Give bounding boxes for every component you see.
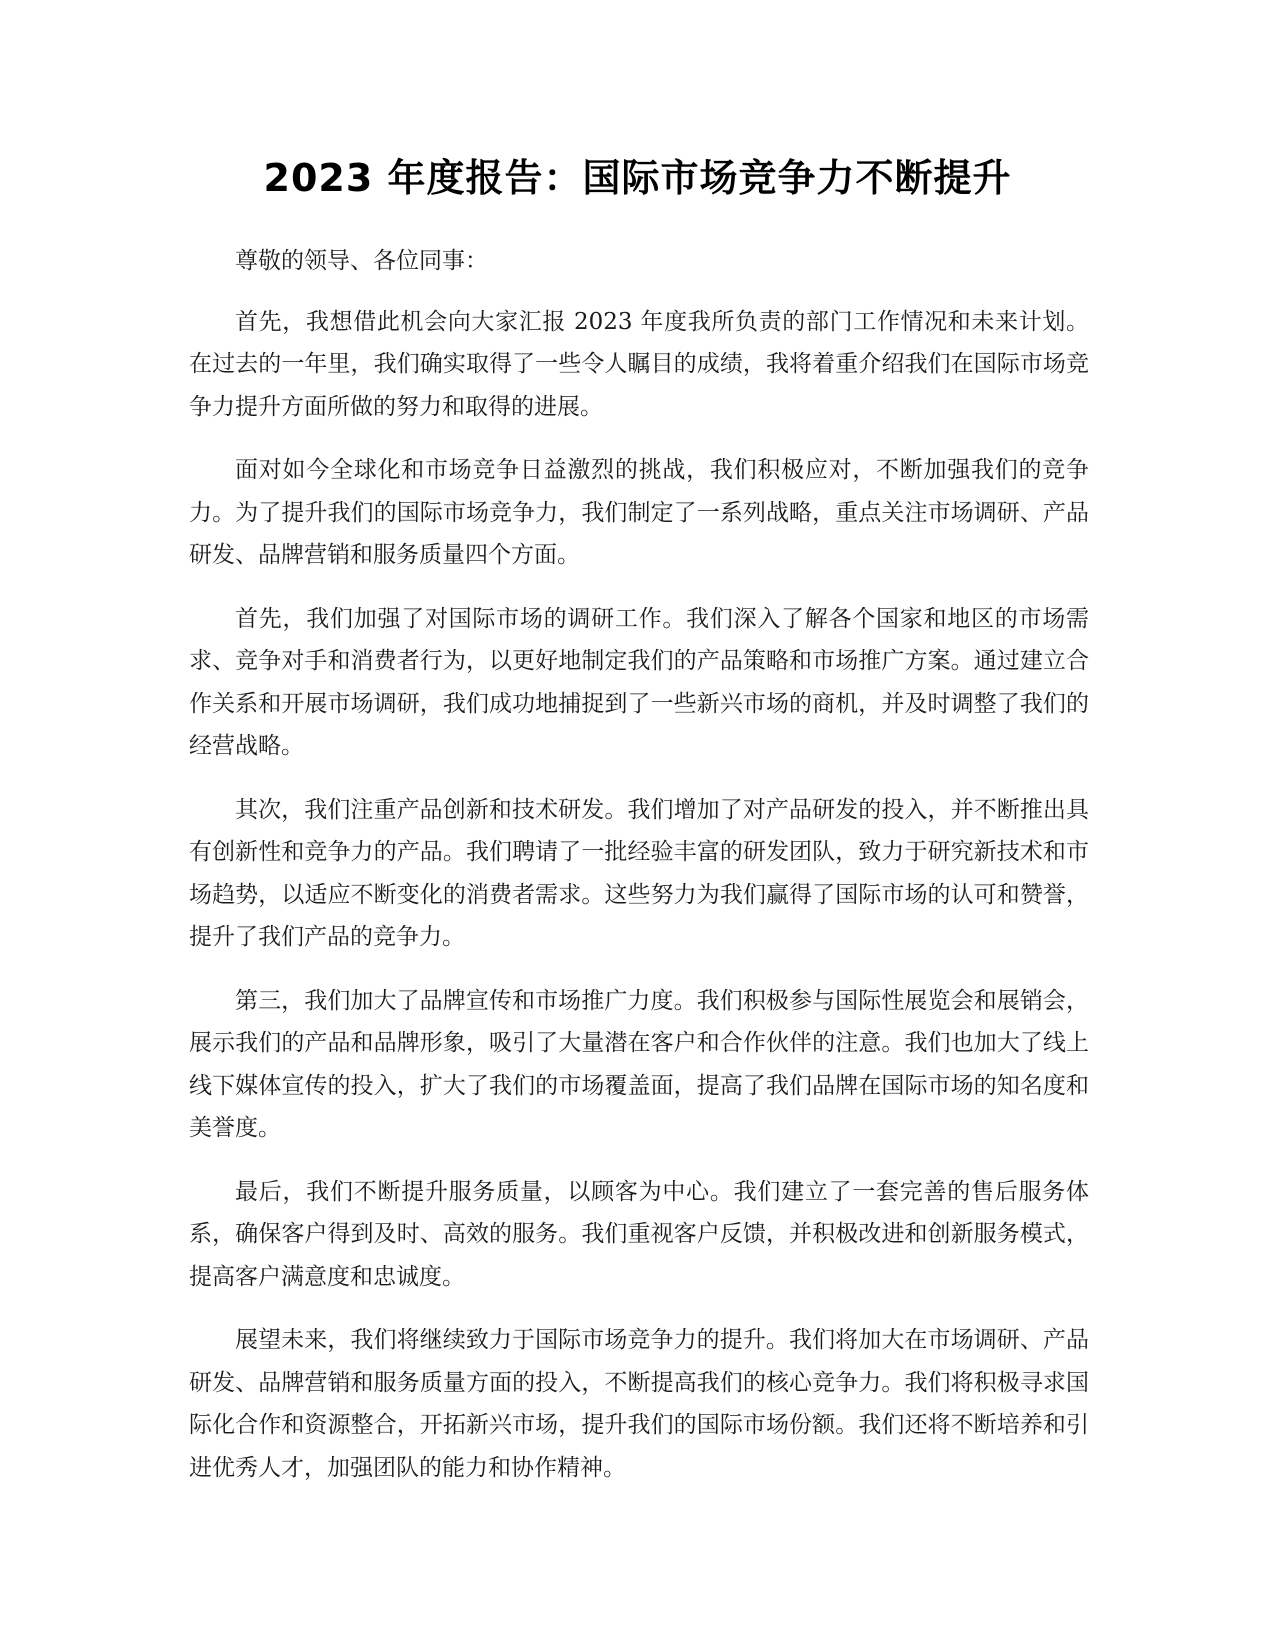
document-body bbox=[189, 240, 1089, 1510]
document-title: 2023 年度报告：国际市场竞争力不断提升 bbox=[263, 156, 1012, 200]
paragraph-brand-marketing: 第三，我们加大了品牌宣传和市场推广力度。我们积极参与国际性展览会和展销会，展示我们的产品和品牌形象，吸引了大量潜在客户和合作伙伴的注意。我们也加大了线上线下媒体宣传的投入，扩大了我们的市场覆盖面，提高了我们品牌在国际市场的知名度和美誉度。 bbox=[189, 987, 1089, 1141]
paragraph-intro: 首先，我想借此机会向大家汇报 2023 年度我所负责的部门工作情况和未来计划。在过去的一年里，我们确实取得了一些令人瞩目的成绩，我将着重介绍我们在国际市场竞争力提升方面所做的努力和取得的进展。 bbox=[189, 308, 1089, 420]
paragraph-service-quality: 最后，我们不断提升服务质量，以顾客为中心。我们建立了一套完善的售后服务体系，确保客户得到及时、高效的服务。我们重视客户反馈，并积极改进和创新服务模式，提高客户满意度和忠诚度。 bbox=[189, 1178, 1089, 1290]
paragraph-strategy: 面对如今全球化和市场竞争日益激烈的挑战，我们积极应对，不断加强我们的竞争力。为了提升我们的国际市场竞争力，我们制定了一系列战略，重点关注市场调研、产品研发、品牌营销和服务质量四个方面。 bbox=[189, 457, 1089, 568]
salutation: 尊敬的领导、各位同事： bbox=[235, 248, 488, 274]
paragraph-market-research: 首先，我们加强了对国际市场的调研工作。我们深入了解各个国家和地区的市场需求、竞争对手和消费者行为，以更好地制定我们的产品策略和市场推广方案。通过建立合作关系和开展市场调研，我们成功地捕捉到了一些新兴市场的商机，并及时调整了我们的经营战略。 bbox=[189, 605, 1089, 759]
paragraph-product-rd: 其次，我们注重产品创新和技术研发。我们增加了对产品研发的投入，并不断推出具有创新性和竞争力的产品。我们聘请了一批经验丰富的研发团队，致力于研究新技术和市场趋势，以适应不断变化的消费者需求。这些努力为我们赢得了国际市场的认可和赞誉，提升了我们产品的竞争力。 bbox=[189, 796, 1089, 950]
paragraph-outlook: 展望未来，我们将继续致力于国际市场竞争力的提升。我们将加大在市场调研、产品研发、品牌营销和服务质量方面的投入，不断提高我们的核心竞争力。我们将积极寻求国际化合作和资源整合，开拓新兴市场，提升我们的国际市场份额。我们还将不断培养和引进优秀人才，加强团队的能力和协作精神。 bbox=[189, 1327, 1089, 1481]
